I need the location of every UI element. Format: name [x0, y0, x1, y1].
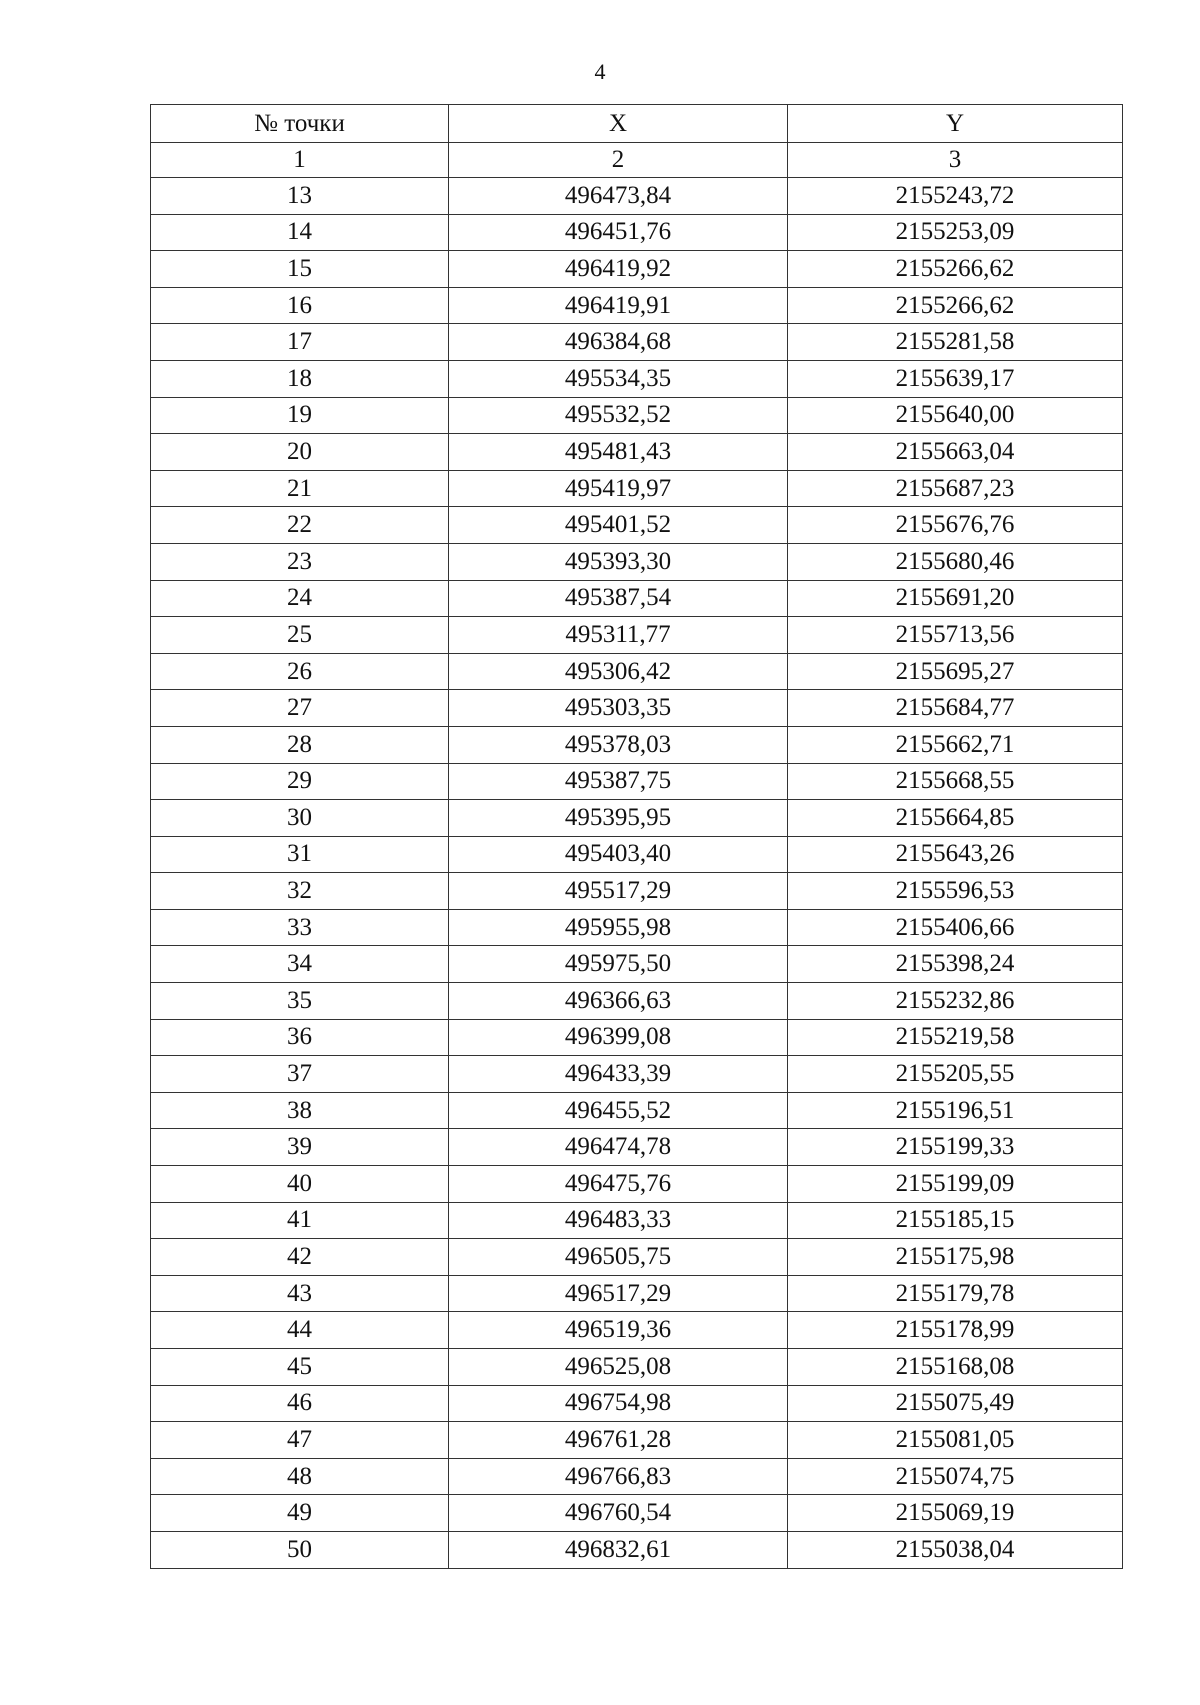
- x-coordinate-cell: 496505,75: [449, 1239, 788, 1276]
- x-coordinate-cell: 496517,29: [449, 1275, 788, 1312]
- point-number-cell: 25: [151, 617, 449, 654]
- x-coordinate-cell: 495378,03: [449, 726, 788, 763]
- table-row: [151, 836, 1123, 873]
- point-number-cell: 28: [151, 726, 449, 763]
- y-coordinate-cell: 2155662,71: [788, 726, 1123, 763]
- y-coordinate-cell: 2155406,66: [788, 909, 1123, 946]
- point-number-cell: 43: [151, 1275, 449, 1312]
- point-number-cell: 44: [151, 1312, 449, 1349]
- point-number-cell: 47: [151, 1422, 449, 1459]
- table-row: [151, 1531, 1123, 1568]
- y-coordinate-cell: 2155281,58: [788, 324, 1123, 361]
- point-number-cell: 35: [151, 983, 449, 1020]
- table-row: [151, 763, 1123, 800]
- y-coordinate-cell: 2155691,20: [788, 580, 1123, 617]
- y-coordinate-cell: 2155676,76: [788, 507, 1123, 544]
- y-coordinate-cell: 2155640,00: [788, 397, 1123, 434]
- x-coordinate-cell: 495306,42: [449, 653, 788, 690]
- point-number-cell: 23: [151, 543, 449, 580]
- column-number: 2: [449, 143, 788, 178]
- y-coordinate-cell: 2155596,53: [788, 873, 1123, 910]
- y-coordinate-cell: 2155639,17: [788, 360, 1123, 397]
- y-coordinate-cell: 2155684,77: [788, 690, 1123, 727]
- y-coordinate-cell: 2155643,26: [788, 836, 1123, 873]
- table-row: [151, 1312, 1123, 1349]
- table-row: [151, 983, 1123, 1020]
- point-number-cell: 16: [151, 287, 449, 324]
- x-coordinate-cell: 495403,40: [449, 836, 788, 873]
- y-coordinate-cell: 2155266,62: [788, 287, 1123, 324]
- y-coordinate-cell: 2155199,33: [788, 1129, 1123, 1166]
- table-row: [151, 507, 1123, 544]
- point-number-cell: 42: [151, 1239, 449, 1276]
- y-coordinate-cell: 2155199,09: [788, 1166, 1123, 1203]
- x-coordinate-cell: 496384,68: [449, 324, 788, 361]
- y-coordinate-cell: 2155038,04: [788, 1531, 1123, 1568]
- table-row: [151, 800, 1123, 837]
- point-number-cell: 22: [151, 507, 449, 544]
- table-row: [151, 1385, 1123, 1422]
- x-coordinate-cell: 495387,54: [449, 580, 788, 617]
- table-row: [151, 909, 1123, 946]
- y-coordinate-cell: 2155196,51: [788, 1092, 1123, 1129]
- point-number-cell: 18: [151, 360, 449, 397]
- point-number-cell: 19: [151, 397, 449, 434]
- header-x: X: [449, 105, 788, 143]
- x-coordinate-cell: 496525,08: [449, 1349, 788, 1386]
- table-row: [151, 360, 1123, 397]
- table-row: [151, 946, 1123, 983]
- x-coordinate-cell: 496754,98: [449, 1385, 788, 1422]
- point-number-cell: 34: [151, 946, 449, 983]
- y-coordinate-cell: 2155253,09: [788, 214, 1123, 251]
- x-coordinate-cell: 496760,54: [449, 1495, 788, 1532]
- table-row: [151, 580, 1123, 617]
- x-coordinate-cell: 496473,84: [449, 178, 788, 215]
- table-row: [151, 873, 1123, 910]
- y-coordinate-cell: 2155398,24: [788, 946, 1123, 983]
- x-coordinate-cell: 495419,97: [449, 470, 788, 507]
- y-coordinate-cell: 2155175,98: [788, 1239, 1123, 1276]
- x-coordinate-cell: 495534,35: [449, 360, 788, 397]
- y-coordinate-cell: 2155687,23: [788, 470, 1123, 507]
- point-number-cell: 31: [151, 836, 449, 873]
- table-row: [151, 1239, 1123, 1276]
- y-coordinate-cell: 2155668,55: [788, 763, 1123, 800]
- point-number-cell: 20: [151, 434, 449, 471]
- y-coordinate-cell: 2155232,86: [788, 983, 1123, 1020]
- y-coordinate-cell: 2155069,19: [788, 1495, 1123, 1532]
- table-row: [151, 690, 1123, 727]
- x-coordinate-cell: 496399,08: [449, 1019, 788, 1056]
- x-coordinate-cell: 496761,28: [449, 1422, 788, 1459]
- header-y: Y: [788, 105, 1123, 143]
- coordinates-table: [150, 104, 1123, 1569]
- header-point-number: № точки: [151, 105, 449, 143]
- table-row: [151, 1092, 1123, 1129]
- x-coordinate-cell: 496366,63: [449, 983, 788, 1020]
- point-number-cell: 46: [151, 1385, 449, 1422]
- y-coordinate-cell: 2155680,46: [788, 543, 1123, 580]
- x-coordinate-cell: 496483,33: [449, 1202, 788, 1239]
- y-coordinate-cell: 2155663,04: [788, 434, 1123, 471]
- table-row: [151, 1202, 1123, 1239]
- y-coordinate-cell: 2155243,72: [788, 178, 1123, 215]
- x-coordinate-cell: 496455,52: [449, 1092, 788, 1129]
- y-coordinate-cell: 2155205,55: [788, 1056, 1123, 1093]
- x-coordinate-cell: 496832,61: [449, 1531, 788, 1568]
- page-number: 4: [594, 59, 606, 84]
- x-coordinate-cell: 496475,76: [449, 1166, 788, 1203]
- table-row: [151, 617, 1123, 654]
- y-coordinate-cell: 2155179,78: [788, 1275, 1123, 1312]
- y-coordinate-cell: 2155664,85: [788, 800, 1123, 837]
- point-number-cell: 49: [151, 1495, 449, 1532]
- table-row: [151, 1458, 1123, 1495]
- table-row: [151, 251, 1123, 288]
- table-row: [151, 543, 1123, 580]
- table-row: [151, 214, 1123, 251]
- x-coordinate-cell: 496766,83: [449, 1458, 788, 1495]
- table-row: [151, 434, 1123, 471]
- table-row: [151, 178, 1123, 215]
- y-coordinate-cell: 2155219,58: [788, 1019, 1123, 1056]
- table-row: [151, 1495, 1123, 1532]
- point-number-cell: 30: [151, 800, 449, 837]
- x-coordinate-cell: 496474,78: [449, 1129, 788, 1166]
- x-coordinate-cell: 495387,75: [449, 763, 788, 800]
- point-number-cell: 24: [151, 580, 449, 617]
- table-row: [151, 324, 1123, 361]
- x-coordinate-cell: 495481,43: [449, 434, 788, 471]
- table-row: [151, 1275, 1123, 1312]
- point-number-cell: 38: [151, 1092, 449, 1129]
- table-row: [151, 287, 1123, 324]
- point-number-cell: 29: [151, 763, 449, 800]
- point-number-cell: 15: [151, 251, 449, 288]
- y-coordinate-cell: 2155713,56: [788, 617, 1123, 654]
- column-number-row: [151, 143, 1123, 178]
- column-number: 1: [151, 143, 449, 178]
- point-number-cell: 36: [151, 1019, 449, 1056]
- x-coordinate-cell: 496451,76: [449, 214, 788, 251]
- table-row: [151, 1349, 1123, 1386]
- point-number-cell: 50: [151, 1531, 449, 1568]
- table-row: [151, 653, 1123, 690]
- x-coordinate-cell: 495955,98: [449, 909, 788, 946]
- x-coordinate-cell: 495532,52: [449, 397, 788, 434]
- table-row: [151, 1019, 1123, 1056]
- x-coordinate-cell: 495311,77: [449, 617, 788, 654]
- point-number-cell: 45: [151, 1349, 449, 1386]
- x-coordinate-cell: 495393,30: [449, 543, 788, 580]
- x-coordinate-cell: 495975,50: [449, 946, 788, 983]
- table-row: [151, 1129, 1123, 1166]
- table-row: [151, 726, 1123, 763]
- table-row: [151, 1056, 1123, 1093]
- y-coordinate-cell: 2155185,15: [788, 1202, 1123, 1239]
- table-row: [151, 1422, 1123, 1459]
- y-coordinate-cell: 2155695,27: [788, 653, 1123, 690]
- point-number-cell: 27: [151, 690, 449, 727]
- x-coordinate-cell: 496519,36: [449, 1312, 788, 1349]
- column-number: 3: [788, 143, 1123, 178]
- y-coordinate-cell: 2155081,05: [788, 1422, 1123, 1459]
- y-coordinate-cell: 2155178,99: [788, 1312, 1123, 1349]
- point-number-cell: 26: [151, 653, 449, 690]
- x-coordinate-cell: 495517,29: [449, 873, 788, 910]
- x-coordinate-cell: 495401,52: [449, 507, 788, 544]
- point-number-cell: 40: [151, 1166, 449, 1203]
- table-row: [151, 1166, 1123, 1203]
- y-coordinate-cell: 2155168,08: [788, 1349, 1123, 1386]
- table-header: [151, 105, 1123, 143]
- point-number-cell: 41: [151, 1202, 449, 1239]
- header-row: [151, 105, 1123, 143]
- x-coordinate-cell: 496419,92: [449, 251, 788, 288]
- point-number-cell: 33: [151, 909, 449, 946]
- point-number-cell: 14: [151, 214, 449, 251]
- y-coordinate-cell: 2155075,49: [788, 1385, 1123, 1422]
- x-coordinate-cell: 495395,95: [449, 800, 788, 837]
- table-row: [151, 470, 1123, 507]
- y-coordinate-cell: 2155074,75: [788, 1458, 1123, 1495]
- x-coordinate-cell: 495303,35: [449, 690, 788, 727]
- point-number-cell: 39: [151, 1129, 449, 1166]
- table-row: [151, 397, 1123, 434]
- point-number-cell: 17: [151, 324, 449, 361]
- point-number-cell: 21: [151, 470, 449, 507]
- x-coordinate-cell: 496433,39: [449, 1056, 788, 1093]
- x-coordinate-cell: 496419,91: [449, 287, 788, 324]
- table-body: [151, 143, 1123, 1569]
- point-number-cell: 32: [151, 873, 449, 910]
- point-number-cell: 13: [151, 178, 449, 215]
- point-number-cell: 37: [151, 1056, 449, 1093]
- y-coordinate-cell: 2155266,62: [788, 251, 1123, 288]
- point-number-cell: 48: [151, 1458, 449, 1495]
